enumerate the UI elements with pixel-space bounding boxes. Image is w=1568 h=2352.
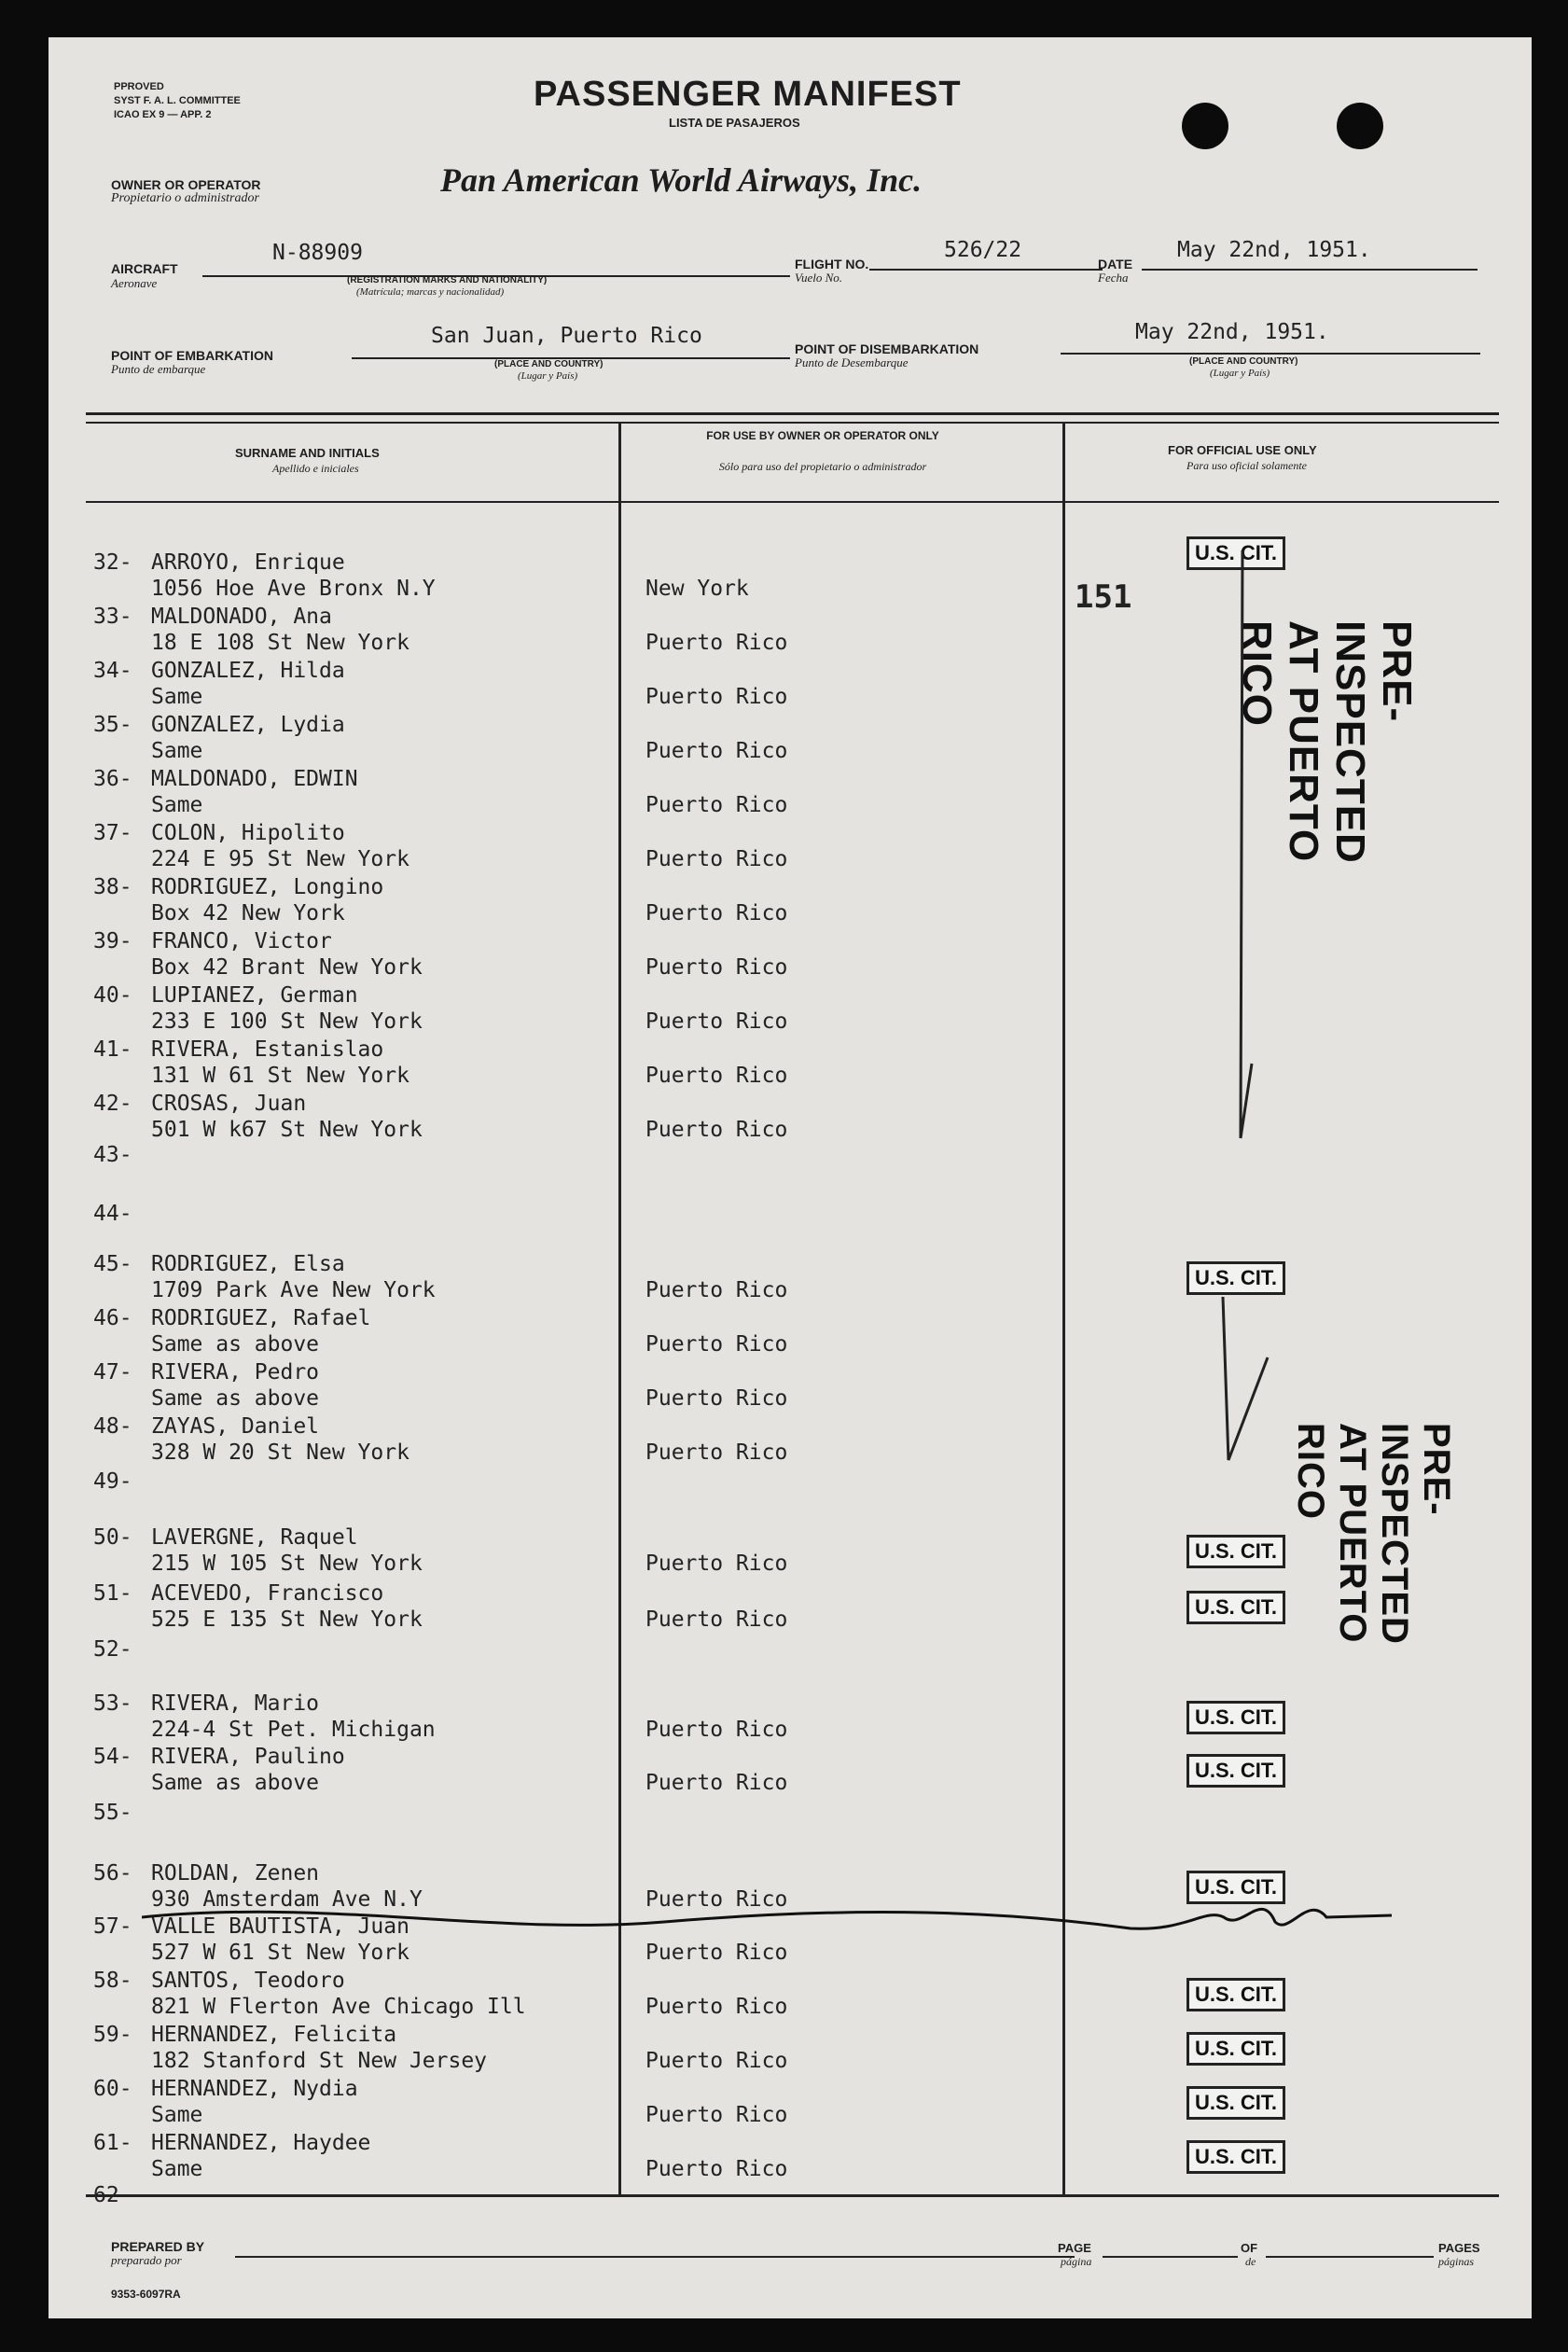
passenger-name: HERNANDEZ, Haydee — [151, 2131, 371, 2155]
date-label: DATE — [1098, 257, 1133, 271]
destination: Puerto Rico — [645, 1771, 788, 1795]
official-note-151: 151 — [1075, 578, 1132, 616]
embark-label-es: Punto de embarque — [111, 362, 206, 376]
passenger-address: Same as above — [151, 1771, 320, 1795]
flight-value: 526/22 — [944, 238, 1022, 262]
table-bottom-rule — [86, 2194, 1499, 2197]
row-number: 39- — [93, 929, 132, 953]
page-label-es: página — [1061, 2255, 1092, 2268]
table-top-rule-2 — [86, 422, 1499, 424]
of-line — [1266, 2256, 1434, 2258]
passenger-address: Same — [151, 685, 203, 709]
place-note-2: (PLACE AND COUNTRY) — [1189, 356, 1298, 367]
punch-hole — [1182, 103, 1228, 149]
passenger-name: HERNANDEZ, Nydia — [151, 2077, 358, 2101]
passenger-address: 182 Stanford St New Jersey — [151, 2049, 488, 2073]
embark-value: San Juan, Puerto Rico — [431, 324, 702, 348]
destination: Puerto Rico — [645, 1009, 788, 1034]
manifest-sheet — [49, 37, 1532, 2318]
row-number: 52- — [93, 1637, 132, 1662]
us-citizen-stamp: U.S. CIT. — [1186, 2032, 1285, 2066]
of-label-es: de — [1245, 2255, 1256, 2268]
pages-label-es: páginas — [1438, 2255, 1475, 2268]
destination: Puerto Rico — [645, 2103, 788, 2127]
row-number: 56- — [93, 1861, 132, 1886]
us-citizen-stamp: U.S. CIT. — [1186, 1701, 1285, 1734]
row-number: 60- — [93, 2077, 132, 2101]
prepared-label: PREPARED BY — [111, 2239, 205, 2254]
passenger-address: Same as above — [151, 1386, 320, 1411]
flight-label-es: Vuelo No. — [795, 271, 843, 285]
col1-header: SURNAME AND INITIALS — [235, 446, 380, 460]
passenger-name: RODRIGUEZ, Elsa — [151, 1252, 345, 1276]
destination: Puerto Rico — [645, 1386, 788, 1411]
passenger-address: 501 W k67 St New York — [151, 1118, 423, 1142]
row-number: 46- — [93, 1306, 132, 1330]
page-line — [1103, 2256, 1238, 2258]
row-number: 45- — [93, 1252, 132, 1276]
destination: Puerto Rico — [645, 1118, 788, 1142]
place-note-2-es: (Lugar y País) — [1210, 368, 1270, 379]
destination: Puerto Rico — [645, 2049, 788, 2073]
passenger-name: SANTOS, Teodoro — [151, 1969, 345, 1993]
us-citizen-stamp: U.S. CIT. — [1186, 2086, 1285, 2120]
passenger-name: ZAYAS, Daniel — [151, 1414, 320, 1439]
page-subtitle: LISTA DE PASAJEROS — [669, 116, 800, 130]
passenger-address: Box 42 Brant New York — [151, 955, 423, 980]
row-number: 47- — [93, 1360, 132, 1385]
passenger-address: 1056 Hoe Ave Bronx N.Y — [151, 577, 436, 601]
date-label-es: Fecha — [1098, 271, 1129, 285]
owner-label-es: Propietario o administrador — [111, 191, 259, 205]
passenger-address: Box 42 New York — [151, 901, 345, 925]
destination: Puerto Rico — [645, 1278, 788, 1302]
passenger-address: 18 E 108 St New York — [151, 631, 409, 655]
row-number: 36- — [93, 767, 132, 791]
approval-line: PPROVED — [114, 81, 164, 92]
form-code: 9353-6097RA — [111, 2288, 181, 2301]
passenger-name: RODRIGUEZ, Rafael — [151, 1306, 371, 1330]
row-number: 40- — [93, 983, 132, 1008]
row-number: 48- — [93, 1414, 132, 1439]
place-note-es: (Lugar y País) — [518, 370, 578, 382]
destination: Puerto Rico — [645, 793, 788, 817]
destination: Puerto Rico — [645, 1941, 788, 1965]
destination: Puerto Rico — [645, 1718, 788, 1742]
destination: Puerto Rico — [645, 2157, 788, 2181]
passenger-address: Same as above — [151, 1332, 320, 1357]
row-number: 38- — [93, 875, 132, 899]
approval-line: ICAO EX 9 — APP. 2 — [114, 109, 212, 120]
owner-label: OWNER OR OPERATOR — [111, 177, 261, 192]
passenger-name: GONZALEZ, Lydia — [151, 713, 345, 737]
date-value: May 22nd, 1951. — [1177, 238, 1371, 262]
row-number: 44- — [93, 1202, 132, 1226]
passenger-address: Same — [151, 793, 203, 817]
row-number: 32- — [93, 550, 132, 575]
pages-label: PAGES — [1438, 2241, 1480, 2255]
us-citizen-stamp: U.S. CIT. — [1186, 1871, 1285, 1904]
passenger-address: 233 E 100 St New York — [151, 1009, 423, 1034]
disembark-line — [1061, 353, 1480, 355]
passenger-name: RIVERA, Pedro — [151, 1360, 320, 1385]
passenger-name: LUPIANEZ, German — [151, 983, 358, 1008]
passenger-address: 328 W 20 St New York — [151, 1440, 409, 1465]
us-citizen-stamp: U.S. CIT. — [1186, 536, 1285, 570]
passenger-name: COLON, Hipolito — [151, 821, 345, 845]
disembark-value: May 22nd, 1951. — [1135, 320, 1329, 344]
disembark-label: POINT OF DISEMBARKATION — [795, 341, 979, 356]
row-number: 62- — [93, 2183, 132, 2207]
registration-note-es: (Matrícula; marcas y nacionalidad) — [356, 286, 505, 298]
destination: Puerto Rico — [645, 1607, 788, 1632]
row-number: 41- — [93, 1037, 132, 1062]
row-number: 54- — [93, 1745, 132, 1769]
passenger-address: 215 W 105 St New York — [151, 1552, 423, 1576]
us-citizen-stamp: U.S. CIT. — [1186, 1591, 1285, 1624]
row-number: 55- — [93, 1801, 132, 1825]
place-note: (PLACE AND COUNTRY) — [494, 359, 604, 369]
col3-header-es: Para uso oficial solamente — [1186, 459, 1307, 472]
us-citizen-stamp: U.S. CIT. — [1186, 1978, 1285, 2011]
passenger-address: Same — [151, 2103, 203, 2127]
passenger-address: Same — [151, 739, 203, 763]
col1-header-es: Apellido e iniciales — [272, 462, 359, 475]
destination: Puerto Rico — [645, 847, 788, 871]
destination: Puerto Rico — [645, 1552, 788, 1576]
passenger-name: GONZALEZ, Hilda — [151, 659, 345, 683]
row-number: 59- — [93, 2023, 132, 2047]
passenger-name: VALLE BAUTISTA, Juan — [151, 1914, 409, 1939]
flight-label: FLIGHT NO. — [795, 257, 869, 271]
airline-name: Pan American World Airways, Inc. — [440, 161, 923, 199]
col2-header-es: Sólo para uso del propietario o administrador — [718, 460, 927, 473]
passenger-address: 131 W 61 St New York — [151, 1064, 409, 1088]
row-number: 58- — [93, 1969, 132, 1993]
passenger-name: CROSAS, Juan — [151, 1092, 307, 1116]
passenger-name: ARROYO, Enrique — [151, 550, 345, 575]
us-citizen-stamp: U.S. CIT. — [1186, 1261, 1285, 1295]
destination: Puerto Rico — [645, 1064, 788, 1088]
passenger-name: RIVERA, Mario — [151, 1691, 320, 1716]
row-number: 37- — [93, 821, 132, 845]
passenger-name: FRANCO, Victor — [151, 929, 332, 953]
table-top-rule — [86, 412, 1499, 415]
page-label: PAGE — [1058, 2241, 1091, 2255]
aircraft-value: N-88909 — [272, 241, 363, 265]
passenger-name: HERNANDEZ, Felicita — [151, 2023, 397, 2047]
signature-scribble — [142, 1880, 1410, 1955]
destination: Puerto Rico — [645, 685, 788, 709]
prepared-label-es: preparado por — [111, 2253, 182, 2267]
punch-hole — [1337, 103, 1383, 149]
date-line — [1142, 269, 1478, 271]
col2-header: FOR USE BY OWNER OR OPERATOR ONLY — [706, 429, 939, 442]
row-number: 42- — [93, 1092, 132, 1116]
row-number: 34- — [93, 659, 132, 683]
passenger-address: 1709 Park Ave New York — [151, 1278, 436, 1302]
preinspected-stamp-1: PRE-INSPECTED AT PUERTO RICO — [1234, 620, 1420, 864]
us-citizen-stamp: U.S. CIT. — [1186, 1535, 1285, 1568]
passenger-name: RIVERA, Paulino — [151, 1745, 345, 1769]
row-number: 53- — [93, 1691, 132, 1716]
disembark-label-es: Punto de Desembarque — [795, 355, 909, 369]
passenger-name: MALDONADO, Ana — [151, 605, 332, 629]
passenger-name: RIVERA, Estanislao — [151, 1037, 384, 1062]
passenger-name: RODRIGUEZ, Longino — [151, 875, 384, 899]
aircraft-label: AIRCRAFT — [111, 261, 178, 276]
passenger-name: LAVERGNE, Raquel — [151, 1525, 358, 1550]
passenger-address: 821 W Flerton Ave Chicago Ill — [151, 1995, 526, 2019]
row-number: 49- — [93, 1469, 132, 1494]
us-citizen-stamp: U.S. CIT. — [1186, 1754, 1285, 1788]
flight-line — [869, 269, 1103, 271]
passenger-address: 224-4 St Pet. Michigan — [151, 1718, 436, 1742]
embark-label: POINT OF EMBARKATION — [111, 348, 273, 363]
row-number: 43- — [93, 1143, 132, 1167]
passenger-address: Same — [151, 2157, 203, 2181]
row-number: 33- — [93, 605, 132, 629]
prepared-line — [235, 2256, 1075, 2258]
destination: New York — [645, 577, 749, 601]
row-number: 61- — [93, 2131, 132, 2155]
destination: Puerto Rico — [645, 901, 788, 925]
destination: Puerto Rico — [645, 1332, 788, 1357]
passenger-address: 527 W 61 St New York — [151, 1941, 409, 1965]
passenger-address: 224 E 95 St New York — [151, 847, 409, 871]
destination: Puerto Rico — [645, 631, 788, 655]
destination: Puerto Rico — [645, 955, 788, 980]
destination: Puerto Rico — [645, 739, 788, 763]
destination: Puerto Rico — [645, 1440, 788, 1465]
row-number: 57- — [93, 1914, 132, 1939]
destination: Puerto Rico — [645, 1887, 788, 1912]
row-number: 51- — [93, 1581, 132, 1606]
page-title: PASSENGER MANIFEST — [534, 75, 962, 114]
passenger-address: 525 E 135 St New York — [151, 1607, 423, 1632]
header-bottom-rule — [86, 501, 1499, 503]
passenger-name: MALDONADO, EDWIN — [151, 767, 358, 791]
row-number: 50- — [93, 1525, 132, 1550]
passenger-name: ROLDAN, Zenen — [151, 1861, 320, 1886]
check-mark-2 — [1210, 1292, 1275, 1469]
registration-note: (REGISTRATION MARKS AND NATIONALITY) — [347, 275, 548, 285]
preinspected-stamp-2: PRE-INSPECTED AT PUERTO RICO — [1290, 1423, 1457, 1645]
passenger-address: 930 Amsterdam Ave N.Y — [151, 1887, 423, 1912]
col3-header: FOR OFFICIAL USE ONLY — [1168, 443, 1317, 457]
us-citizen-stamp: U.S. CIT. — [1186, 2140, 1285, 2174]
destination: Puerto Rico — [645, 1995, 788, 2019]
passenger-name: ACEVEDO, Francisco — [151, 1581, 384, 1606]
approval-line: SYST F. A. L. COMMITTEE — [114, 95, 241, 106]
row-number: 35- — [93, 713, 132, 737]
aircraft-label-es: Aeronave — [111, 276, 158, 290]
of-label: OF — [1241, 2241, 1258, 2255]
